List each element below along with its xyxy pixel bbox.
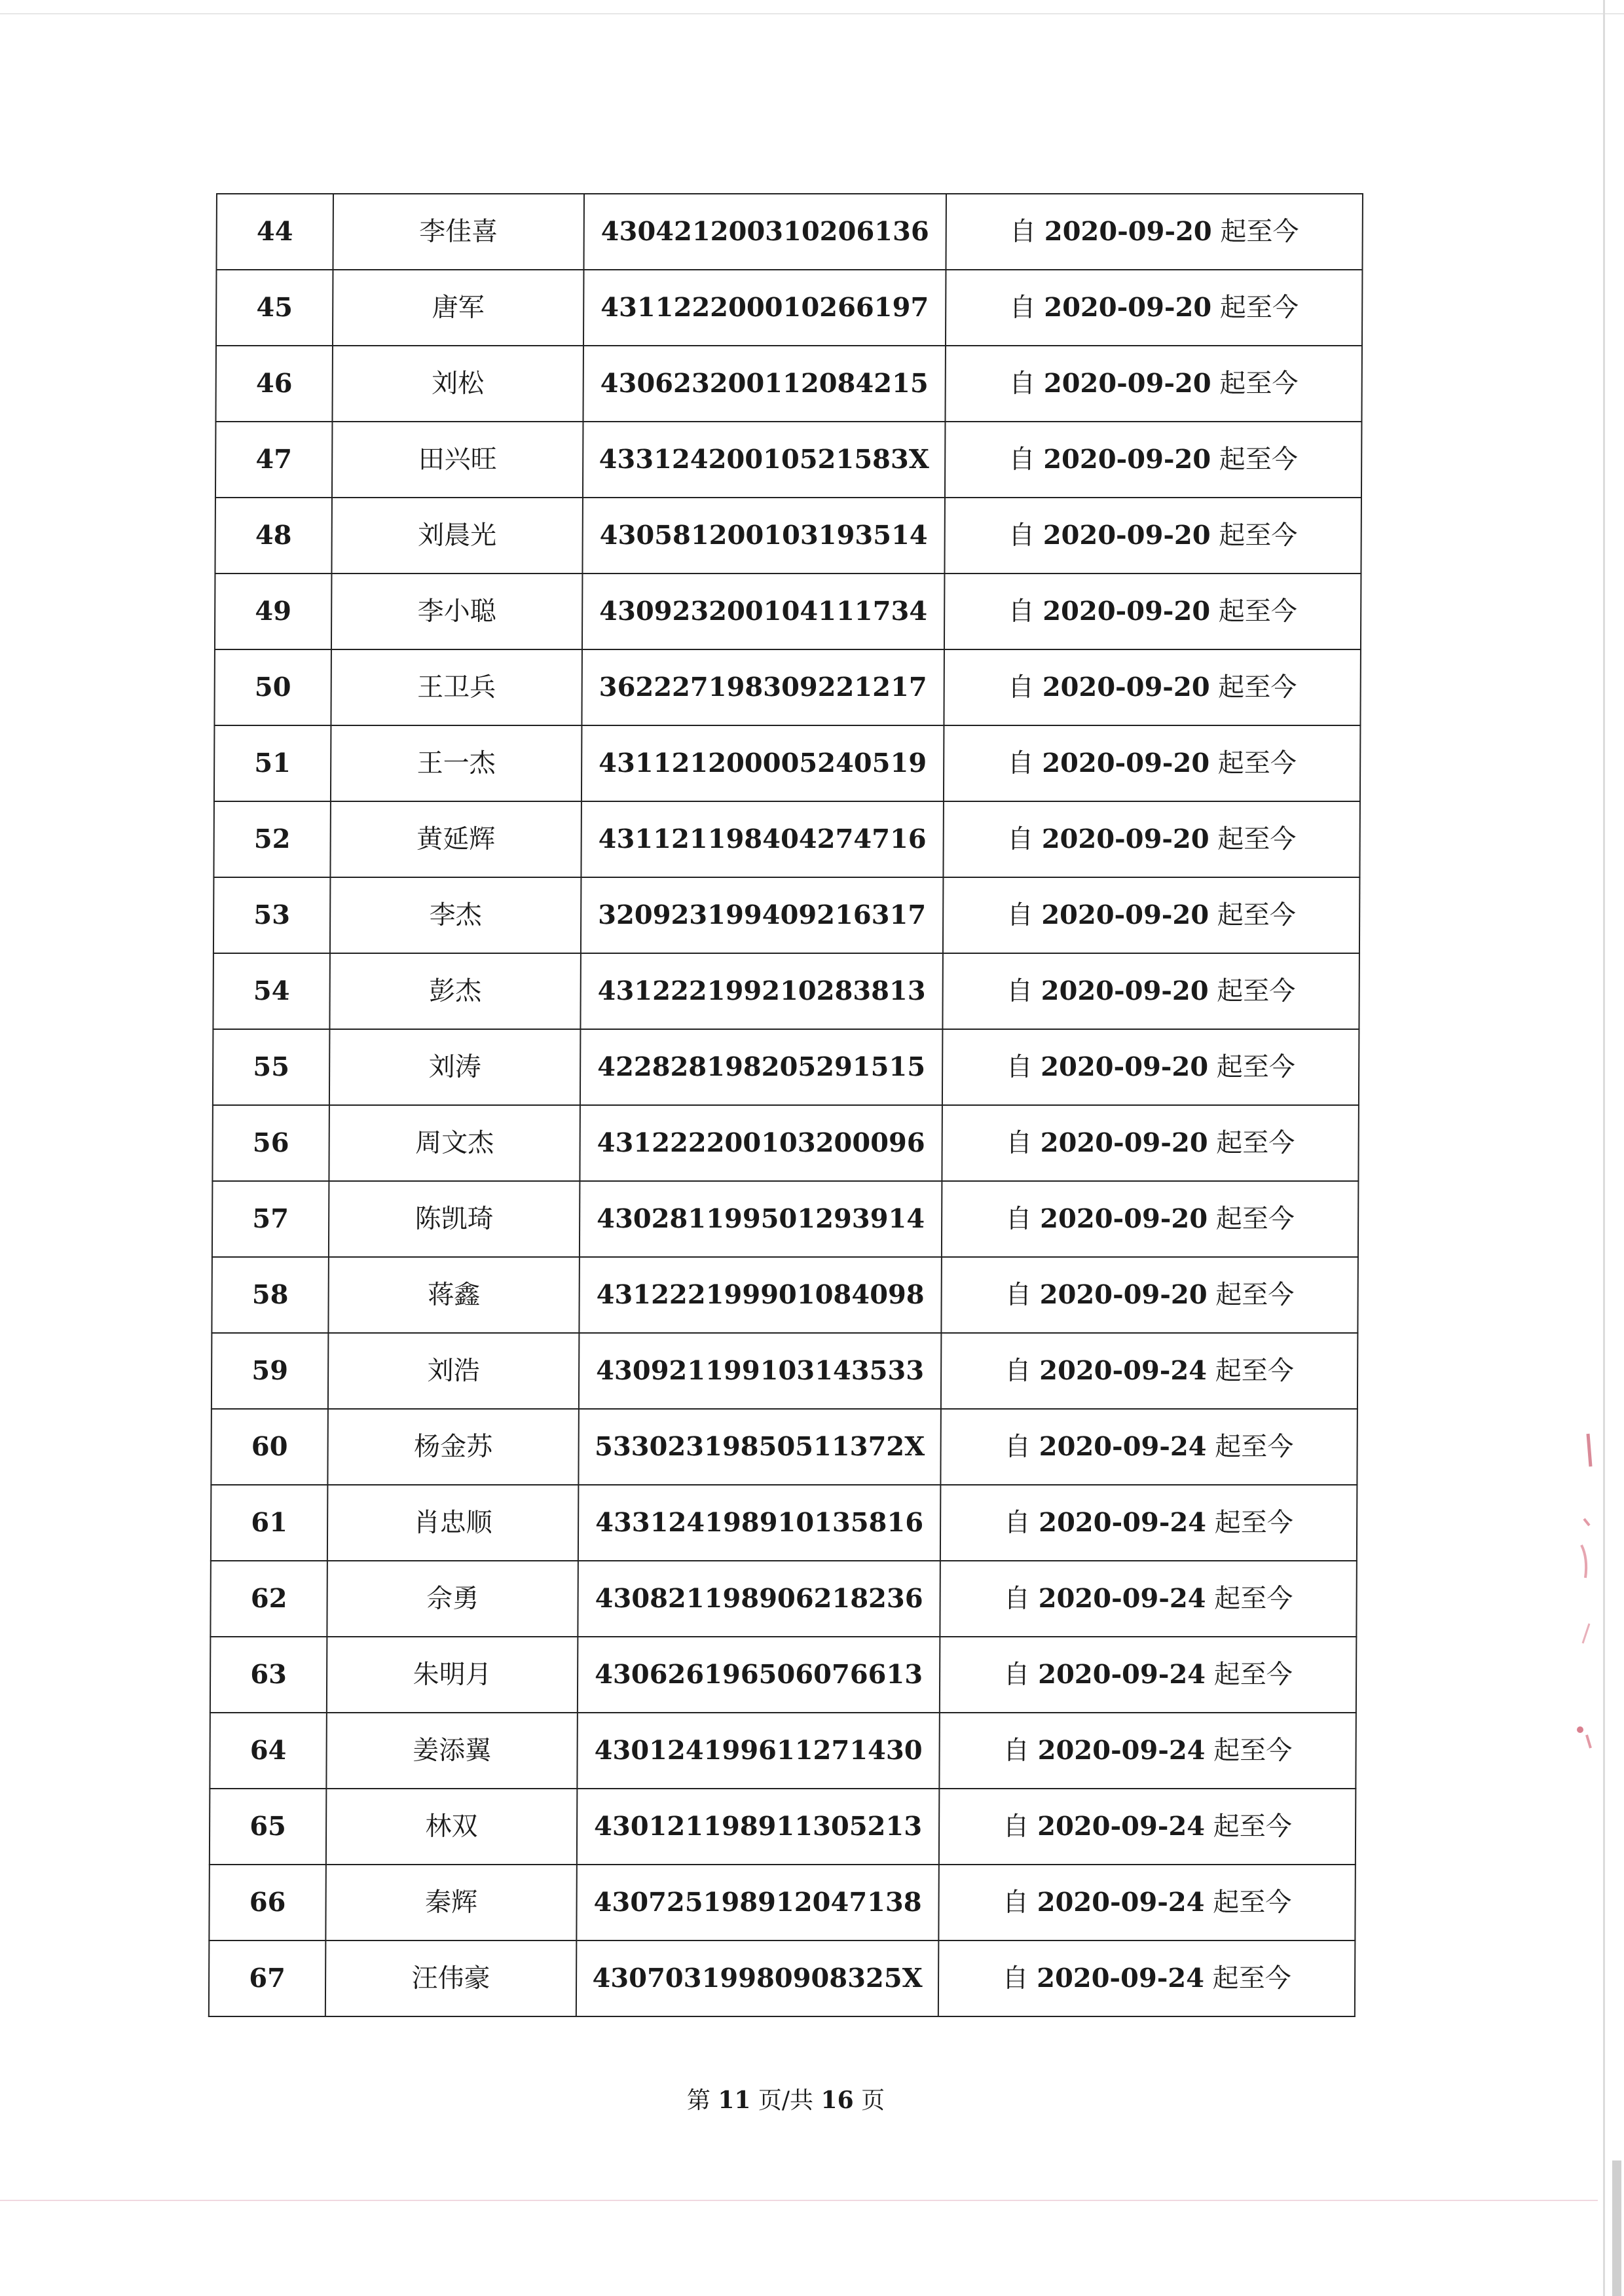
table-row xyxy=(214,725,1361,801)
id-number: 433124198910135816 xyxy=(578,1485,941,1561)
date-prefix: 自 xyxy=(1003,1736,1030,1766)
footer-prefix: 第 xyxy=(686,2087,710,2114)
date-range xyxy=(940,1485,1357,1561)
date-range xyxy=(943,877,1360,953)
date-prefix: 自 xyxy=(1006,900,1033,930)
id-number: 430923200104111734 xyxy=(582,574,945,649)
start-date: 2020-09-20 xyxy=(1040,1127,1208,1158)
person-name: 朱明月 xyxy=(327,1637,578,1713)
date-range xyxy=(946,270,1363,346)
date-range xyxy=(942,1105,1359,1181)
start-date: 2020-09-24 xyxy=(1039,1431,1207,1462)
footer-suffix: 页 xyxy=(861,2087,885,2114)
row-number: 56 xyxy=(212,1105,329,1181)
id-number: 43312420010521583X xyxy=(583,422,946,498)
table-row xyxy=(215,346,1362,422)
date-range xyxy=(939,1713,1356,1789)
date-suffix: 起至今 xyxy=(1220,217,1299,247)
start-date: 2020-09-20 xyxy=(1039,1279,1208,1310)
row-number: 52 xyxy=(213,801,331,877)
date-range xyxy=(944,574,1361,649)
id-number: 430725198912047138 xyxy=(576,1865,939,1941)
person-name: 杨金苏 xyxy=(327,1409,579,1485)
id-number: 362227198309221217 xyxy=(581,649,944,725)
row-number: 44 xyxy=(216,194,333,270)
id-number: 431121200005240519 xyxy=(581,725,944,801)
date-prefix: 自 xyxy=(1004,1432,1031,1462)
scan-edge-bottom xyxy=(0,2200,1598,2201)
id-number: 320923199409216317 xyxy=(581,877,944,953)
start-date: 2020-09-24 xyxy=(1039,1507,1207,1538)
id-number: 431121198404274716 xyxy=(581,801,944,877)
id-number: 430124199611271430 xyxy=(577,1713,940,1789)
date-prefix: 自 xyxy=(1005,1356,1031,1386)
row-number: 62 xyxy=(210,1561,327,1637)
id-number: 430281199501293914 xyxy=(580,1181,942,1257)
start-date: 2020-09-20 xyxy=(1042,672,1210,702)
date-suffix: 起至今 xyxy=(1217,748,1297,778)
row-number: 47 xyxy=(215,422,333,498)
table-row xyxy=(210,1789,1356,1865)
table-row xyxy=(209,1865,1356,1941)
row-number: 50 xyxy=(214,649,331,725)
date-range xyxy=(940,1637,1357,1713)
start-date: 2020-09-20 xyxy=(1043,444,1211,475)
date-range xyxy=(944,649,1361,725)
date-range xyxy=(946,194,1363,270)
person-name: 周文杰 xyxy=(329,1105,580,1181)
person-name: 刘浩 xyxy=(328,1333,580,1409)
start-date: 2020-09-24 xyxy=(1039,1355,1208,1386)
id-number: 430121198911305213 xyxy=(577,1789,940,1865)
table-row xyxy=(215,422,1362,498)
id-number: 43070319980908325X xyxy=(576,1941,939,2016)
red-stamp-edge-icon xyxy=(1575,1427,1595,1755)
date-range xyxy=(942,953,1359,1029)
table-body xyxy=(209,194,1363,2016)
table-row xyxy=(211,1485,1357,1561)
date-range xyxy=(945,346,1362,422)
start-date: 2020-09-24 xyxy=(1037,1887,1205,1918)
start-date: 2020-09-20 xyxy=(1044,292,1212,323)
row-number: 61 xyxy=(211,1485,328,1561)
date-suffix: 起至今 xyxy=(1219,369,1299,399)
date-suffix: 起至今 xyxy=(1217,824,1297,854)
row-number: 54 xyxy=(213,953,330,1029)
row-number: 46 xyxy=(215,346,333,422)
table-row xyxy=(212,1181,1359,1257)
row-number: 49 xyxy=(215,574,332,649)
start-date: 2020-09-24 xyxy=(1038,1583,1206,1614)
start-date: 2020-09-24 xyxy=(1037,1811,1206,1842)
id-number: 430421200310206136 xyxy=(583,194,946,270)
scan-edge-top xyxy=(0,13,1624,14)
start-date: 2020-09-20 xyxy=(1043,596,1211,627)
table-row xyxy=(213,877,1360,953)
id-number: 430581200103193514 xyxy=(582,498,945,574)
person-name: 唐军 xyxy=(333,270,584,346)
start-date: 2020-09-20 xyxy=(1041,824,1209,854)
start-date: 2020-09-20 xyxy=(1044,216,1212,247)
date-suffix: 起至今 xyxy=(1213,1736,1293,1766)
start-date: 2020-09-20 xyxy=(1043,520,1211,551)
row-number: 63 xyxy=(210,1637,327,1713)
date-suffix: 起至今 xyxy=(1219,445,1298,475)
footer-current-page: 11 xyxy=(718,2086,751,2114)
start-date: 2020-09-20 xyxy=(1041,975,1209,1006)
table-row xyxy=(213,953,1359,1029)
date-suffix: 起至今 xyxy=(1215,1204,1295,1234)
date-prefix: 自 xyxy=(1005,1204,1032,1234)
date-suffix: 起至今 xyxy=(1217,900,1296,930)
date-range xyxy=(938,1941,1356,2016)
scan-edge-right xyxy=(1603,0,1605,2296)
date-suffix: 起至今 xyxy=(1214,1508,1293,1538)
table-row xyxy=(216,270,1363,346)
person-name: 林双 xyxy=(326,1789,578,1865)
row-number: 64 xyxy=(210,1713,327,1789)
person-name: 李佳喜 xyxy=(333,194,584,270)
id-number: 422828198205291515 xyxy=(580,1029,943,1105)
person-name: 陈凯琦 xyxy=(329,1181,580,1257)
date-prefix: 自 xyxy=(1008,520,1035,551)
person-name: 肖忠顺 xyxy=(327,1485,579,1561)
start-date: 2020-09-24 xyxy=(1038,1659,1206,1690)
person-name: 李小聪 xyxy=(331,574,583,649)
id-number: 431222199210283813 xyxy=(580,953,943,1029)
date-suffix: 起至今 xyxy=(1215,1356,1294,1386)
date-suffix: 起至今 xyxy=(1218,596,1297,627)
row-number: 55 xyxy=(213,1029,330,1105)
table-row xyxy=(216,194,1363,270)
person-name: 汪伟豪 xyxy=(325,1941,577,2016)
person-name: 刘晨光 xyxy=(331,498,583,574)
row-number: 53 xyxy=(213,877,331,953)
date-prefix: 自 xyxy=(1005,1128,1033,1158)
person-name: 刘涛 xyxy=(329,1029,581,1105)
person-name: 王一杰 xyxy=(331,725,582,801)
start-date: 2020-09-20 xyxy=(1040,1203,1208,1234)
table-row xyxy=(212,1105,1359,1181)
start-date: 2020-09-20 xyxy=(1043,368,1211,399)
start-date: 2020-09-24 xyxy=(1037,1963,1205,1994)
id-number: 430626196506076613 xyxy=(578,1637,940,1713)
table-row xyxy=(215,574,1361,649)
row-number: 59 xyxy=(212,1333,329,1409)
footer-middle: 页/共 xyxy=(758,2087,814,2114)
date-suffix: 起至今 xyxy=(1214,1584,1293,1614)
date-prefix: 自 xyxy=(1003,1584,1031,1614)
start-date: 2020-09-20 xyxy=(1041,1051,1209,1082)
date-suffix: 起至今 xyxy=(1219,520,1298,551)
table-row xyxy=(212,1257,1358,1333)
table-row xyxy=(212,1333,1358,1409)
date-prefix: 自 xyxy=(1006,824,1034,854)
table-row xyxy=(210,1713,1356,1789)
date-prefix: 自 xyxy=(1003,1812,1029,1842)
person-name: 刘松 xyxy=(332,346,583,422)
scan-edge-shadow xyxy=(1612,2160,1621,2296)
date-prefix: 自 xyxy=(1008,445,1035,475)
person-name: 姜添翼 xyxy=(326,1713,578,1789)
row-number: 65 xyxy=(210,1789,327,1865)
id-number: 430921199103143533 xyxy=(579,1333,942,1409)
date-prefix: 自 xyxy=(1005,1280,1032,1310)
date-range xyxy=(941,1257,1358,1333)
row-number: 45 xyxy=(216,270,333,346)
date-range xyxy=(942,1181,1359,1257)
person-name: 彭杰 xyxy=(329,953,581,1029)
start-date: 2020-09-20 xyxy=(1041,900,1209,930)
date-prefix: 自 xyxy=(1008,596,1035,627)
date-prefix: 自 xyxy=(1004,1508,1031,1538)
date-suffix: 起至今 xyxy=(1216,1128,1295,1158)
date-range xyxy=(944,725,1361,801)
date-prefix: 自 xyxy=(1006,976,1033,1006)
row-number: 58 xyxy=(212,1257,329,1333)
date-range xyxy=(939,1789,1356,1865)
date-suffix: 起至今 xyxy=(1215,1280,1295,1310)
date-range xyxy=(941,1333,1358,1409)
footer-total-pages: 16 xyxy=(821,2086,854,2114)
id-number: 53302319850511372X xyxy=(578,1409,941,1485)
date-prefix: 自 xyxy=(1006,1052,1033,1082)
date-prefix: 自 xyxy=(1002,1887,1029,1918)
person-name: 蒋鑫 xyxy=(328,1257,580,1333)
id-number: 431122200010266197 xyxy=(583,270,946,346)
row-number: 57 xyxy=(212,1181,329,1257)
start-date: 2020-09-20 xyxy=(1042,748,1210,778)
id-number: 431222199901084098 xyxy=(579,1257,942,1333)
date-prefix: 自 xyxy=(1009,217,1037,247)
date-suffix: 起至今 xyxy=(1218,672,1297,702)
id-number: 431222200103200096 xyxy=(580,1105,942,1181)
id-number: 430821198906218236 xyxy=(578,1561,940,1637)
table-row xyxy=(210,1561,1357,1637)
row-number: 51 xyxy=(214,725,331,801)
person-name: 李杰 xyxy=(330,877,581,953)
date-suffix: 起至今 xyxy=(1213,1887,1292,1918)
start-date: 2020-09-24 xyxy=(1037,1735,1206,1766)
date-range xyxy=(945,422,1362,498)
date-prefix: 自 xyxy=(1002,1963,1029,1994)
row-number: 60 xyxy=(211,1409,328,1485)
date-range xyxy=(938,1865,1356,1941)
date-suffix: 起至今 xyxy=(1213,1812,1292,1842)
personnel-table xyxy=(208,193,1363,2017)
row-number: 48 xyxy=(215,498,332,574)
table-row xyxy=(211,1409,1357,1485)
table-row xyxy=(215,498,1361,574)
person-name: 佘勇 xyxy=(327,1561,578,1637)
table-row xyxy=(214,649,1361,725)
date-prefix: 自 xyxy=(1008,369,1036,399)
date-prefix: 自 xyxy=(1007,748,1034,778)
table-row xyxy=(213,1029,1359,1105)
table-row xyxy=(213,801,1360,877)
table-row xyxy=(210,1637,1357,1713)
date-suffix: 起至今 xyxy=(1219,293,1299,323)
date-suffix: 起至今 xyxy=(1213,1660,1293,1690)
date-range xyxy=(940,1409,1357,1485)
date-suffix: 起至今 xyxy=(1215,1432,1294,1462)
person-name: 黄延辉 xyxy=(330,801,581,877)
person-name: 秦辉 xyxy=(325,1865,577,1941)
row-number: 66 xyxy=(209,1865,326,1941)
date-prefix: 自 xyxy=(1003,1660,1030,1690)
person-name: 田兴旺 xyxy=(332,422,583,498)
date-range xyxy=(943,801,1360,877)
date-prefix: 自 xyxy=(1009,293,1036,323)
date-suffix: 起至今 xyxy=(1212,1963,1291,1994)
date-suffix: 起至今 xyxy=(1217,976,1296,1006)
date-suffix: 起至今 xyxy=(1216,1052,1295,1082)
table-row xyxy=(209,1941,1356,2016)
date-range xyxy=(942,1029,1359,1105)
date-range xyxy=(940,1561,1357,1637)
date-prefix: 自 xyxy=(1007,672,1035,702)
person-name: 王卫兵 xyxy=(331,649,582,725)
page-footer xyxy=(0,2082,1572,2115)
id-number: 430623200112084215 xyxy=(583,346,946,422)
row-number: 67 xyxy=(209,1941,326,2016)
date-range xyxy=(944,498,1361,574)
